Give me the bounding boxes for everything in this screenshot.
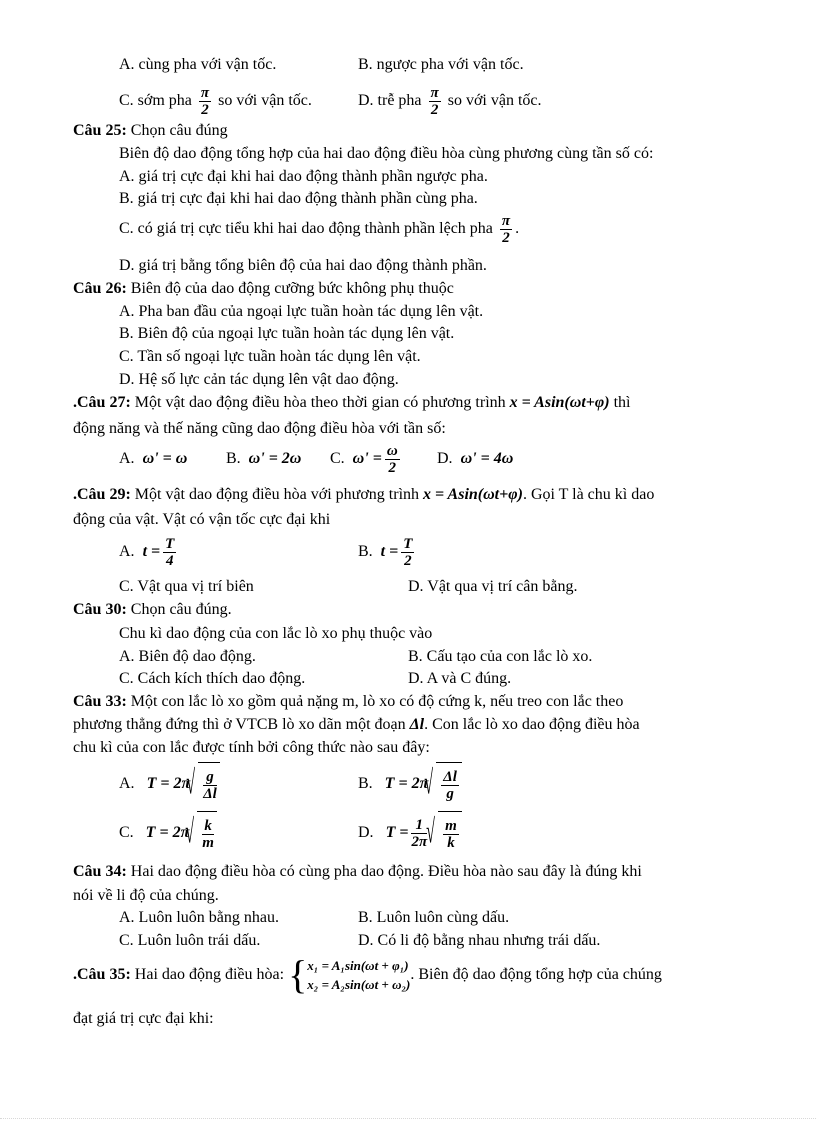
q27-line-1: .Câu 27: Một vật dao động điều hòa theo thời gian có phương trình x = Asin(ωt+φ) thì [73,394,631,411]
q26-heading: Câu 26: Biên độ của dao động cưỡng bức không phụ thuộc [73,280,454,297]
q25-option-b: B. giá trị cực đại khi hai dao động thành phần cùng pha. [119,190,478,207]
q34-line-2: nói về li độ của chúng. [73,887,219,904]
q35-line-1: .Câu 35: Hai dao động điều hòa: { x₁ = A₁sin(ωt + φ₁) x₂ = A₂sin(ωt + ω₂) . Biên độ dao động tổng hợp của chúng [73,952,662,998]
q30-option-b: B. Cấu tạo của con lắc lò xo. [408,648,593,665]
fraction-T-over-2: $\frac{T}{2}$ [403,535,413,569]
q24-option-c: C. sớm pha $\frac{\pi}{2}$ so với vận tốc. [119,84,312,118]
sqrt-g-over-dl: √ $\frac{g}{\Delta l}$ [190,762,220,807]
q34-option-d: D. Có li độ bằng nhau nhưng trái dấu. [358,932,601,949]
q27-option-d: D. ω' = 4ω [437,450,514,467]
q34-option-c: C. Luôn luôn trái dấu. [119,932,261,949]
q34-option-b: B. Luôn luôn cùng dấu. [358,909,510,926]
q27-line-2: động năng và thế năng cũng dao động điều hòa với tần số: [73,420,446,437]
q25-option-a: A. giá trị cực đại khi hai dao động thành phần ngược pha. [119,168,488,185]
q26-option-d: D. Hệ số lực cản tác dụng lên vật dao động. [119,371,399,388]
q30-option-c: C. Cách kích thích dao động. [119,670,306,687]
q25-stem: Biên độ dao động tổng hợp của hai dao động điều hòa cùng phương cùng tần số có: [119,145,654,162]
q25-heading: Câu 25: Chọn câu đúng [73,122,228,139]
q27-options: A. ω' = ω [119,450,188,467]
q24-option-d: D. trễ pha $\frac{\pi}{2}$ so với vận tốc. [358,84,542,118]
fraction-T-over-4: $\frac{T}{4}$ [165,535,175,569]
sqrt-dl-over-g: √ $\frac{\Delta l}{g}$ [428,762,462,807]
q27-option-b: B. ω' = 2ω [226,450,302,467]
q27-option-c: C. ω' = $\frac{\omega}{2}$ [330,442,398,476]
q26-option-a: A. Pha ban đầu của ngoại lực tuần hoàn tác dụng lên vật. [119,303,484,320]
q29-option-d: D. Vật qua vị trí cân bằng. [408,578,578,595]
q30-stem: Chu kì dao động của con lắc lò xo phụ thuộc vào [119,625,433,642]
fraction-1-over-2pi: $\frac{1}{2\pi}$ [411,817,428,850]
q24-option-b: B. ngược pha với vận tốc. [358,56,524,73]
q35-line-2: đạt giá trị cực đại khi: [73,1010,214,1027]
fraction-pi-over-2: $\frac{\pi}{2}$ [430,84,439,118]
q24-option-a: A. cùng pha với vận tốc. [119,56,277,73]
q29-line-1: .Câu 29: Một vật dao động điều hòa với phương trình x = Asin(ωt+φ). Gọi T là chu kì dao [73,486,655,503]
q33-option-b: B. T = 2π √ $\frac{\Delta l}{g}$ [358,762,462,807]
sqrt-m-over-k: √ $\frac{m}{k}$ [430,811,462,856]
q30-option-a: A. Biên độ dao động. [119,648,256,665]
q29-line-2: động của vật. Vật có vận tốc cực đại khi [73,511,331,528]
q29-option-b: B. t = $\frac{T}{2}$ [358,535,413,569]
q26-option-b: B. Biên độ của ngoại lực tuần hoàn tác dụng lên vật. [119,325,455,342]
equation-system: x₁ = A₁sin(ωt + φ₁) x₂ = A₂sin(ωt + ω₂) [307,958,411,993]
q34-line-1: Câu 34: Hai dao động điều hòa có cùng pha dao động. Điều hòa nào sau đây là đúng khi [73,863,642,880]
q33-option-a: A. T = 2π √ $\frac{g}{\Delta l}$ [119,762,220,807]
page-bottom-divider [0,1118,816,1119]
q25-option-d: D. giá trị bằng tổng biên độ của hai dao động thành phần. [119,257,487,274]
fraction-pi-over-2: $\frac{\pi}{2}$ [501,212,511,246]
q29-option-c: C. Vật qua vị trí biên [119,578,254,595]
sqrt-k-over-m: √ $\frac{k}{m}$ [189,811,217,856]
q33-option-d: D. T = $\frac{1}{2\pi}$ √ $\frac{m}{k}$ [358,811,462,856]
q30-heading: Câu 30: Chọn câu đúng. [73,601,232,618]
q33-line-1: Câu 33: Một con lắc lò xo gồm quả nặng m, lò xo có độ cứng k, nếu treo con lắc theo [73,693,624,710]
q33-line-3: chu kì của con lắc được tính bởi công thức nào sau đây: [73,739,430,756]
q26-option-c: C. Tần số ngoại lực tuần hoàn tác dụng lên vật. [119,348,421,365]
q29-option-a: A. t = $\frac{T}{4}$ [119,535,175,569]
q34-option-a: A. Luôn luôn bằng nhau. [119,909,279,926]
q30-option-d: D. A và C đúng. [408,670,512,687]
fraction-omega-over-2: $\frac{\omega}{2}$ [386,442,398,476]
fraction-pi-over-2: $\frac{\pi}{2}$ [200,84,210,118]
q33-line-2: phương thẳng đứng thì ở VTCB lò xo dãn một đoạn Δl. Con lắc lò xo dao động điều hòa [73,716,640,733]
q25-option-c: C. có giá trị cực tiểu khi hai dao động thành phần lệch pha $\frac{\pi}{2}$ . [119,212,520,246]
q33-option-c: C. T = 2π √ $\frac{k}{m}$ [119,811,217,856]
